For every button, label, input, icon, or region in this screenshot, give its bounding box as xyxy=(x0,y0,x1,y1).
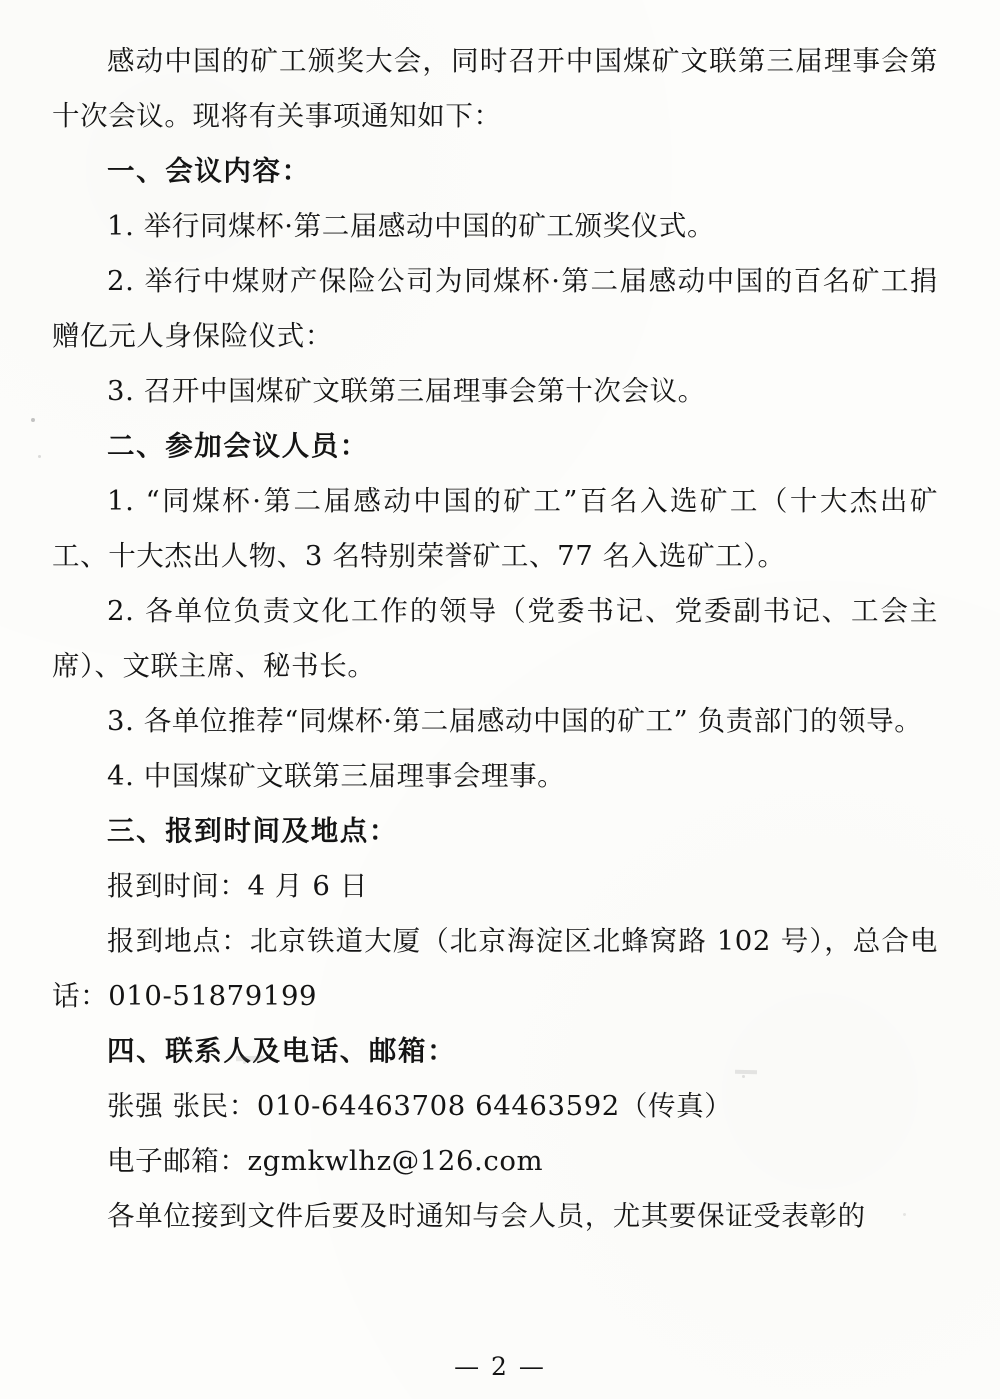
list-item-1-3: 3. 召开中国煤矿文联第三届理事会第十次会议。 xyxy=(107,375,706,407)
contact-email: 电子邮箱：zgmkwlhz@126.com xyxy=(107,1145,544,1177)
page-number: — 2 — xyxy=(454,1352,546,1381)
list-item-2-3: 3. 各单位推荐“同煤杯·第二届感动中国的矿工” 负责部门的领导。 xyxy=(107,705,923,737)
paragraph-opening: 感动中国的矿工颁奖大会，同时召开中国煤矿文联第三届理事会第十次会议。现将有关事项通知如下： xyxy=(52,45,938,132)
contact-persons: 张强 张民：010-64463708 64463592（传真） xyxy=(107,1090,733,1122)
scan-artifact xyxy=(31,418,35,422)
section-heading-4: 四、联系人及电话、邮箱： xyxy=(107,1035,457,1067)
list-item-2-2: 2. 各单位负责文化工作的领导（党委书记、党委副书记、工会主席）、文联主席、秘书长。 xyxy=(52,595,938,682)
section-heading-3: 三、报到时间及地点： xyxy=(107,815,398,847)
section-heading-1: 一、会议内容： xyxy=(107,155,311,187)
list-item-2-1: 1. “同煤杯·第二届感动中国的矿工”百名入选矿工（十大杰出矿工、十大杰出人物、3 名特别荣誉矿工、77 名入选矿工）。 xyxy=(52,485,938,572)
list-item-2-4: 4. 中国煤矿文联第三届理事会理事。 xyxy=(107,760,566,792)
scan-artifact xyxy=(38,455,41,458)
paragraph-closing: 各单位接到文件后要及时通知与会人员，尤其要保证受表彰的 xyxy=(107,1200,866,1232)
document-body xyxy=(52,34,938,1244)
list-item-1-2: 2. 举行中煤财产保险公司为同煤杯·第二届感动中国的百名矿工捐赠亿元人身保险仪式： xyxy=(52,265,938,352)
report-location: 报到地点：北京铁道大厦（北京海淀区北蜂窝路 102 号），总合电话：010-51879199 xyxy=(52,925,938,1012)
report-time: 报到时间：4 月 6 日 xyxy=(107,870,368,902)
section-heading-2: 二、参加会议人员： xyxy=(107,430,369,462)
list-item-1-1: 1. 举行同煤杯·第二届感动中国的矿工颁奖仪式。 xyxy=(107,210,716,242)
